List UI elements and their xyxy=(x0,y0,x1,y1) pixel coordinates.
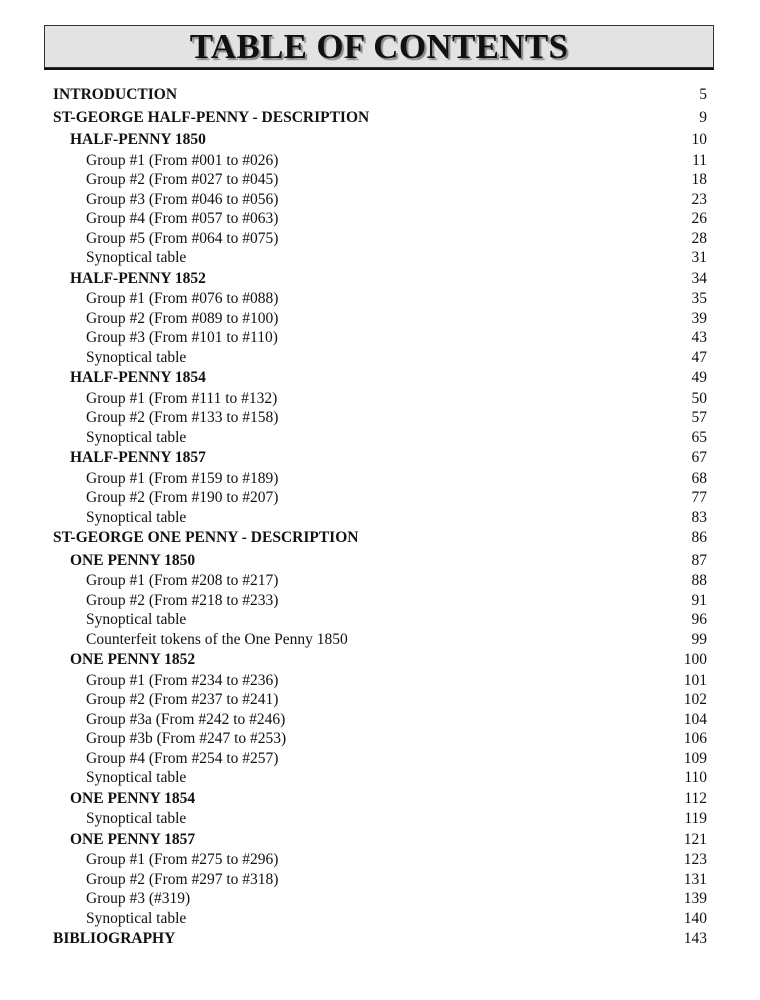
toc-entry-label: Group #2 (From #027 to #045) xyxy=(86,171,279,188)
toc-entry-label: ST-GEORGE HALF-PENNY - DESCRIPTION xyxy=(53,108,370,126)
toc-entry-label: ONE PENNY 1857 xyxy=(70,830,196,848)
toc-entry-label: ST-GEORGE ONE PENNY - DESCRIPTION xyxy=(53,529,359,546)
toc-entry[interactable] xyxy=(0,289,760,309)
toc-entry-label: Synoptical table xyxy=(86,810,187,827)
toc-entry-page: 140 xyxy=(683,909,707,927)
toc-entry-page: 121 xyxy=(683,830,707,848)
toc-entry-page: 50 xyxy=(691,389,707,407)
toc-entry-page: 110 xyxy=(684,769,707,786)
toc-entry-page: 102 xyxy=(683,691,707,708)
toc-entry[interactable] xyxy=(0,571,760,591)
toc-subsection[interactable] xyxy=(0,550,760,572)
toc-entry-page: 96 xyxy=(691,611,707,628)
toc-entry-page: 123 xyxy=(683,851,707,868)
toc-subsection[interactable] xyxy=(0,788,760,810)
toc-entry[interactable] xyxy=(0,151,760,171)
toc-entry-page: 39 xyxy=(691,309,707,327)
toc-entry[interactable] xyxy=(0,690,760,710)
toc-entry-label: ONE PENNY 1852 xyxy=(70,651,196,668)
toc-entry-label: Group #1 (From #159 to #189) xyxy=(86,469,279,487)
toc-entry-label: Group #3 (From #046 to #056) xyxy=(86,190,279,208)
toc-section[interactable] xyxy=(0,107,760,130)
toc-entry-label: Synoptical table xyxy=(86,508,187,526)
toc-entry-label: BIBLIOGRAPHY xyxy=(53,930,176,947)
toc-entry[interactable] xyxy=(0,229,760,249)
toc-entry-label: Group #5 (From #064 to #075) xyxy=(86,229,279,247)
toc-entry[interactable] xyxy=(0,309,760,329)
toc-entry-label: Synoptical table xyxy=(86,428,187,446)
toc-entry-page: 67 xyxy=(691,449,707,466)
toc-entry-label: Group #4 (From #254 to #257) xyxy=(86,749,279,767)
toc-entry-label: Synoptical table xyxy=(86,249,187,266)
toc-entry-page: 87 xyxy=(691,551,707,569)
toc-entry[interactable] xyxy=(0,190,760,210)
toc-entry[interactable] xyxy=(0,488,760,508)
toc-entry-label: ONE PENNY 1854 xyxy=(70,789,196,807)
toc-entry-page: 43 xyxy=(691,329,707,346)
toc-entry-label: Group #3 (#319) xyxy=(86,890,191,907)
toc-entry-page: 99 xyxy=(691,630,707,648)
toc-entry-label: Group #1 (From #001 to #026) xyxy=(86,151,279,169)
toc-entry-label: HALF-PENNY 1857 xyxy=(70,449,206,466)
toc-entry-label: HALF-PENNY 1854 xyxy=(70,369,206,386)
toc-entry-page: 5 xyxy=(699,86,707,103)
toc-entry[interactable] xyxy=(0,850,760,870)
toc-entry[interactable] xyxy=(0,630,760,650)
toc-entry[interactable] xyxy=(0,408,760,428)
toc-subsection[interactable] xyxy=(0,829,760,851)
toc-entry[interactable] xyxy=(0,428,760,448)
toc-entry-label: ONE PENNY 1850 xyxy=(70,551,196,569)
toc-entry-page: 47 xyxy=(691,348,707,366)
toc-section[interactable] xyxy=(0,84,760,107)
toc-subsection[interactable] xyxy=(0,447,760,469)
toc-entry[interactable] xyxy=(0,591,760,611)
toc-entry[interactable] xyxy=(0,749,760,769)
toc-entry-label: Group #1 (From #234 to #236) xyxy=(86,671,279,689)
toc-entry-label: Group #2 (From #218 to #233) xyxy=(86,591,279,609)
toc-subsection[interactable] xyxy=(0,649,760,671)
toc-entry-page: 86 xyxy=(691,529,707,546)
toc-entry-label: Group #3b (From #247 to #253) xyxy=(86,730,287,747)
toc-entry-label: Group #2 (From #237 to #241) xyxy=(86,691,279,708)
toc-entry[interactable] xyxy=(0,170,760,190)
toc-section[interactable] xyxy=(0,928,760,951)
toc-entry-label: HALF-PENNY 1850 xyxy=(70,131,206,148)
toc-entry[interactable] xyxy=(0,328,760,348)
toc-entry-page: 106 xyxy=(683,730,707,747)
toc-entry[interactable] xyxy=(0,389,760,409)
toc-entry-label: Group #3 (From #101 to #110) xyxy=(86,329,278,346)
toc-entry-label: Counterfeit tokens of the One Penny 1850 xyxy=(86,630,348,648)
toc-entry[interactable] xyxy=(0,768,760,788)
toc-entry-label: HALF-PENNY 1852 xyxy=(70,269,206,287)
toc-entry-page: 101 xyxy=(683,671,707,689)
toc-entry-page: 10 xyxy=(691,131,707,148)
title-box xyxy=(44,25,714,68)
toc-subsection[interactable] xyxy=(0,367,760,389)
toc-entry-label: Synoptical table xyxy=(86,611,187,628)
toc-entry-page: 49 xyxy=(691,369,707,386)
toc-entry-page: 143 xyxy=(683,930,707,947)
toc-entry-label: Synoptical table xyxy=(86,348,187,366)
toc-entry[interactable] xyxy=(0,909,760,929)
toc-entry[interactable] xyxy=(0,671,760,691)
toc-entry-label: Synoptical table xyxy=(86,909,187,927)
toc-entry-page: 57 xyxy=(691,409,707,426)
toc-entry-page: 31 xyxy=(691,249,707,266)
table-of-contents xyxy=(0,84,760,951)
toc-entry-page: 112 xyxy=(684,789,707,807)
toc-entry-label: Group #2 (From #133 to #158) xyxy=(86,409,279,426)
toc-entry-page: 35 xyxy=(691,290,707,307)
toc-entry-label: Group #2 (From #190 to #207) xyxy=(86,489,279,506)
toc-subsection[interactable] xyxy=(0,129,760,151)
toc-entry-page: 23 xyxy=(691,190,707,208)
toc-entry-label: Group #1 (From #076 to #088) xyxy=(86,290,279,307)
toc-entry-page: 77 xyxy=(691,489,707,506)
toc-entry[interactable] xyxy=(0,729,760,749)
toc-entry-page: 104 xyxy=(683,710,707,728)
toc-entry-page: 88 xyxy=(691,572,707,589)
toc-entry-page: 83 xyxy=(691,508,707,526)
toc-entry[interactable] xyxy=(0,870,760,890)
toc-entry[interactable] xyxy=(0,508,760,528)
toc-entry-page: 28 xyxy=(691,229,707,247)
toc-entry[interactable] xyxy=(0,209,760,229)
toc-entry[interactable] xyxy=(0,610,760,630)
toc-entry-label: Group #1 (From #208 to #217) xyxy=(86,572,279,589)
toc-entry-page: 18 xyxy=(691,171,707,188)
toc-entry-page: 65 xyxy=(691,428,707,446)
toc-subsection[interactable] xyxy=(0,268,760,290)
toc-entry-page: 109 xyxy=(683,749,707,767)
toc-entry-label: Group #1 (From #275 to #296) xyxy=(86,851,279,868)
toc-entry-label: Group #3a (From #242 to #246) xyxy=(86,710,286,728)
toc-entry-label: Group #4 (From #057 to #063) xyxy=(86,210,279,227)
toc-entry-page: 9 xyxy=(699,108,707,126)
toc-entry[interactable] xyxy=(0,248,760,268)
toc-entry[interactable] xyxy=(0,889,760,909)
toc-entry-label: INTRODUCTION xyxy=(53,86,178,103)
toc-section[interactable] xyxy=(0,527,760,550)
toc-entry[interactable] xyxy=(0,469,760,489)
toc-entry-page: 119 xyxy=(684,810,707,827)
page-title: TABLE OF CONTENTS xyxy=(189,27,569,66)
toc-entry[interactable] xyxy=(0,710,760,730)
toc-entry-label: Group #2 (From #089 to #100) xyxy=(86,309,279,327)
toc-entry-page: 11 xyxy=(692,151,707,169)
toc-entry-label: Synoptical table xyxy=(86,769,187,786)
toc-entry-label: Group #2 (From #297 to #318) xyxy=(86,870,279,888)
toc-entry-page: 91 xyxy=(691,591,707,609)
toc-entry-page: 131 xyxy=(683,870,707,888)
toc-entry[interactable] xyxy=(0,348,760,368)
toc-entry-page: 68 xyxy=(691,469,707,487)
toc-entry-page: 34 xyxy=(691,269,707,287)
toc-entry-page: 139 xyxy=(683,890,707,907)
toc-entry-label: Group #1 (From #111 to #132) xyxy=(86,389,278,407)
toc-entry[interactable] xyxy=(0,809,760,829)
toc-entry-page: 100 xyxy=(683,651,707,668)
toc-entry-page: 26 xyxy=(691,210,707,227)
